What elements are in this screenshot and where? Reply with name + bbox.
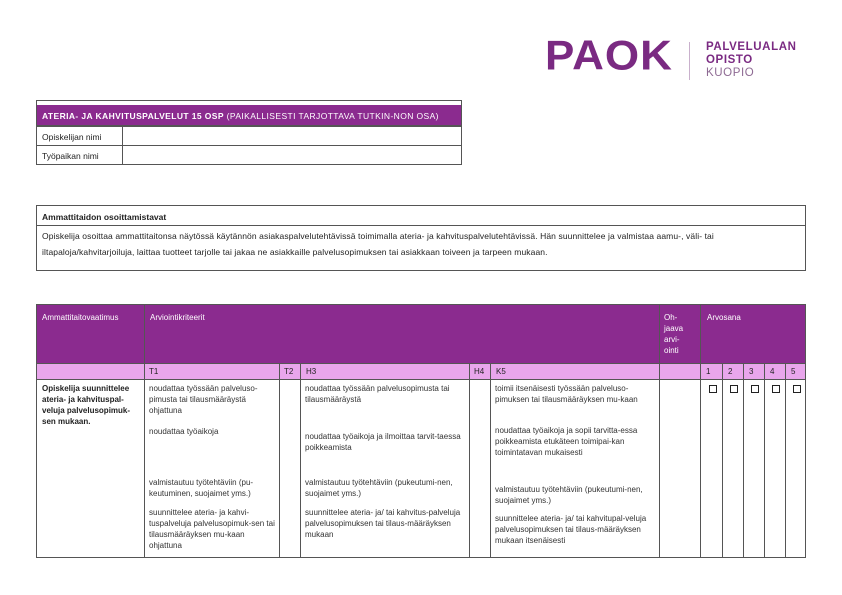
criteria-table xyxy=(36,304,806,558)
header-table xyxy=(36,100,462,165)
k5-criterion: noudattaa työaikoja ja sopii tarvitta-essa poikkeamista etukäteen toimipai-kan toimintatavan mukaisesti xyxy=(495,426,638,457)
grid-line xyxy=(37,363,805,364)
student-name-row xyxy=(37,126,461,145)
level-t1: T1 xyxy=(149,367,159,376)
workplace-name-field[interactable] xyxy=(123,146,461,164)
logo-line-3: KUOPIO xyxy=(706,67,755,79)
title-rest: (PAIKALLISESTI TARJOTTAVA TUTKIN-NON OSA) xyxy=(226,111,439,121)
grid-line xyxy=(700,305,701,557)
h3-criterion: noudattaa työaikoja ja ilmoittaa tarvit-taessa poikkeamista xyxy=(305,432,461,452)
grade-3: 3 xyxy=(749,367,754,376)
grid-line xyxy=(144,305,145,557)
h3-criterion: noudattaa työssään palvelusopimusta tai tilausmääräystä xyxy=(305,384,450,404)
grade-4: 4 xyxy=(770,367,775,376)
paok-logo: PAOK xyxy=(545,32,673,79)
level-h4: H4 xyxy=(474,367,485,376)
grade-4-checkbox[interactable] xyxy=(772,385,780,393)
col-guided: Oh-jaava arvi-ointi xyxy=(664,313,684,355)
grid-line xyxy=(785,363,786,557)
t1-criterion: valmistautuu työtehtäviin (pu-keutuminen, suojaimet yms.) xyxy=(149,478,254,498)
logo-line-1: PALVELUALAN xyxy=(706,41,797,53)
grid-line xyxy=(764,363,765,557)
col-grade: Arvosana xyxy=(707,313,741,322)
demonstration-heading: Ammattitaidon osoittamistavat xyxy=(37,206,805,226)
student-name-label: Opiskelijan nimi xyxy=(37,127,123,145)
level-h3: H3 xyxy=(306,367,317,376)
k5-criterion: valmistautuu työtehtäviin (pukeutumi-nen, suojaimet yms.) xyxy=(495,485,643,505)
grid-line xyxy=(469,363,470,557)
title-bold: ATERIA- JA KAHVITUSPALVELUT 15 OSP xyxy=(42,111,224,121)
grid-line xyxy=(279,363,280,557)
k5-criterion: suunnittelee ateria- ja/ tai kahvitupal-veluja palvelusopimuksen tai tilaus-määräyksen mukaan itsenäisesti xyxy=(495,514,647,545)
workplace-name-row xyxy=(37,145,461,164)
grid-line xyxy=(659,305,660,557)
demonstration-table xyxy=(36,205,806,271)
level-t2: T2 xyxy=(284,367,294,376)
h3-criterion: suunnittelee ateria- ja/ tai kahvitus-palveluja palvelusopimuksen tai tilaus-määräyksen mukaan xyxy=(305,508,461,539)
grade-2-checkbox[interactable] xyxy=(730,385,738,393)
t1-criterion: suunnittelee ateria- ja kahvi-tuspalveluja palvelusopimuk-sen tai tilausmääräyksen mu-kaan ohjattuna xyxy=(149,508,275,550)
col-criteria: Arviointikriteerit xyxy=(150,313,205,322)
grade-5-checkbox[interactable] xyxy=(793,385,801,393)
requirement-text: Opiskelija suunnittelee ateria- ja kahvituspal-veluja palvelusopimuk-sen mukaan. xyxy=(42,384,131,426)
grid-line xyxy=(490,363,491,557)
grid-line xyxy=(743,363,744,557)
h3-criterion: valmistautuu työtehtäviin (pukeutumi-nen, suojaimet yms.) xyxy=(305,478,453,498)
grid-line xyxy=(722,363,723,557)
logo-divider xyxy=(689,42,690,80)
grade-1-checkbox[interactable] xyxy=(709,385,717,393)
k5-criterion: toimii itsenäisesti työssään palveluso-pimuksen tai tilausmääräyksen mu-kaan xyxy=(495,384,638,404)
grade-3-checkbox[interactable] xyxy=(751,385,759,393)
grade-1: 1 xyxy=(706,367,711,376)
grid-line xyxy=(300,363,301,557)
t1-criterion: noudattaa työaikoja xyxy=(149,427,219,436)
grid-line xyxy=(37,379,805,380)
t1-criterion: noudattaa työssään palveluso-pimusta tai tilausmääräystä ohjattuna xyxy=(149,384,258,415)
level-k5: K5 xyxy=(496,367,506,376)
col-requirement: Ammattitaitovaatimus xyxy=(42,313,119,322)
header-title xyxy=(37,101,461,126)
demonstration-body: Opiskelija osoittaa ammattitaitonsa näytössä käytännön asiakaspalvelutehtävissä toimimalla ateria- ja kahvituspalvelutehtävissä. Hän suunnittelee ja valmistaa aamu-, väli- tai iltapaloja/kahvitarjoiluja, laittaa tuotteet tarjolle tai jakaa ne asiakkaille palvelusopimuksen tai asiakkaan toiveen ja tarpeen mukaan. xyxy=(42,231,714,257)
grade-5: 5 xyxy=(791,367,796,376)
student-name-field[interactable] xyxy=(123,127,461,145)
workplace-name-label: Työpaikan nimi xyxy=(37,146,123,164)
logo-line-2: OPISTO xyxy=(706,54,753,66)
grade-2: 2 xyxy=(728,367,733,376)
